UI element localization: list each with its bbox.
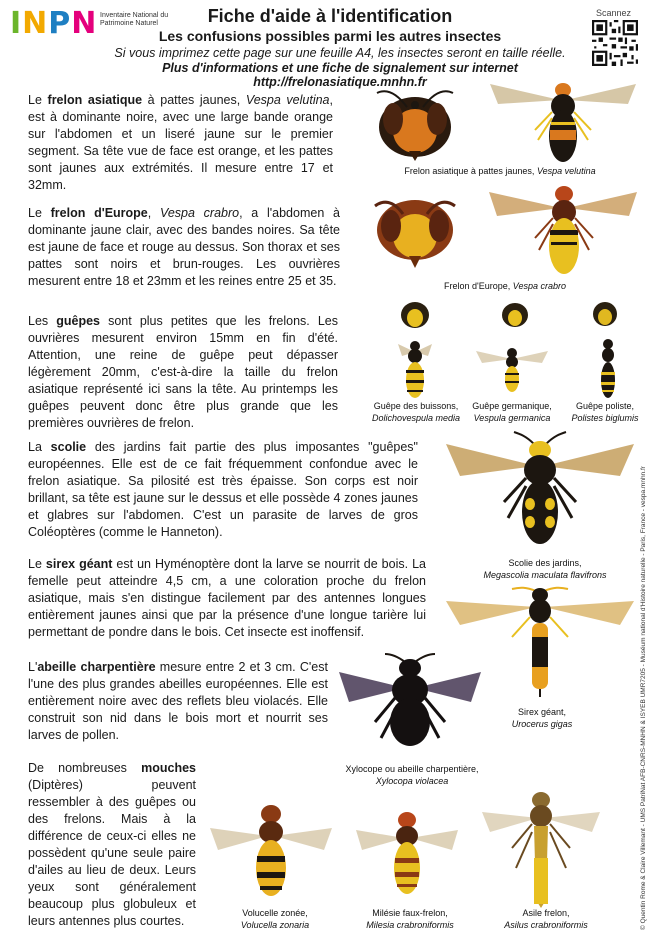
species-name: guêpes [56,314,101,328]
copyright-credit: © Quentin Rome & Claire Villemant - UMS PatriNat AFB-CNRS-MNHN & ISYEB UMR7205 - Muséum national d'Histoire naturelle - Paris, France - vespa.mnhn.fr [640,466,647,930]
text: des jardins fait partie des plus imposantes "guêpes" européennes. Elle est de ce fait fréquemment confondue avec le frelon asiatique. Sa pilosité est très épaisse. Son corps est noir brillant, sa tête est jaune sur le dessus et elle possède 4 zones jaunes et glabres sur l'abdomen. C'est un parasite de larves de gros Coléoptères (comme le Hanneton). [28,440,418,539]
text: Le [28,93,48,107]
caption-latin: Vespula germanica [473,413,551,423]
caption-xylocope [332,763,492,787]
logo-letter: N [22,6,49,41]
caption-text: Xylocope ou abeille charpentière, [345,764,479,774]
logo-subtitle: Inventaire National du Patrimoine Naturel [100,12,169,27]
caption-latin: Vespa velutina [536,166,596,176]
caption-latin: Volucella zonaria [240,920,310,930]
caption-text: Scolie des jardins, [508,558,582,568]
caption-latin: Xylocopa violacea [375,776,449,786]
caption-latin: Vespa crabro [512,281,566,291]
logo-letter: N [71,6,98,41]
dolichovespula-photo [394,338,436,400]
caption-latin: Megascolia maculata flavifrons [483,570,607,580]
text: L' [28,660,38,674]
text: Les [28,314,57,328]
paragraph-guepes [28,313,338,432]
text: De nombreuses [28,761,142,775]
caption-guepe-poliste [560,400,650,424]
text: Le [28,557,46,571]
caption-sirex [492,706,592,730]
wasp-face-photo-1 [396,298,434,332]
caption-guepe-buissons [366,400,466,424]
text: La [28,440,51,454]
caption-guepe-germanique [462,400,562,424]
caption-text: Guêpe poliste, [575,401,635,411]
caption-milesia [350,907,470,931]
milesia-photo [352,808,462,903]
paragraph-frelon-europe [28,205,340,290]
text: mesure entre 2 et 3 cm. C'est l'une des plus grandes abeilles européennes. Elle est entièrement noire avec des reflets bleu violacés. Elle construit son nid dans le bois mort et nourrit ses larves de pollen. [28,660,328,742]
asian-hornet-photo [480,78,645,166]
caption-scolie [450,557,640,581]
caption-frelon-europe [395,280,615,292]
logo-letter: I [10,6,23,41]
caption-text: Volucelle zonée, [242,908,308,918]
qr-code-icon[interactable] [592,20,638,66]
caption-text: Frelon asiatique à pattes jaunes, [404,166,537,176]
asilus-photo [476,788,606,910]
caption-latin: Asilus crabroniformis [504,920,588,930]
species-name: mouches [141,761,196,775]
european-hornet-photo [483,180,643,280]
scan-label: Scannez [596,8,632,18]
caption-latin: Milesia crabroniformis [366,920,454,930]
caption-text: Guêpe des buissons, [373,401,459,411]
caption-text: Asile frelon, [522,908,570,918]
caption-latin: Polistes biglumis [571,413,639,423]
polistes-photo [590,336,626,402]
info-note: Plus d'informations et une fiche de signalement sur internet http://frelonasiatique.mnhn.fr [162,61,518,89]
paragraph-scolie [28,439,418,541]
xylocope-photo [335,652,485,752]
wasp-face-photo-2 [496,298,534,332]
paragraph-frelon-asiatique [28,92,333,194]
scolie-photo [440,430,640,548]
text: , [147,206,160,220]
species-name: scolie [50,440,87,454]
caption-text: Guêpe germanique, [472,401,552,411]
inpn-logo [10,6,169,46]
species-name: frelon d'Europe [50,206,148,220]
text: , a l'abdomen à dominante jaune clair, avec des bandes noires. Sa tête est jaune de face et rouge au dessus. Son thorax et ses pattes sont noirs et brun-rouges. Les ouvrières mesurent entre 18 et 23mm et les reines entre 25 et 35. [28,206,340,288]
asian-hornet-face-photo [365,85,465,163]
text: est un Hyménoptère dont la larve se nourrit de bois. La femelle peut atteindre 4,5 cm, a une coloration proche du frelon asiatique, mais s'en distingue facilement par des antennes longues entièrement jaunes ainsi que par la présence d'une longue tarière lui permettant de pondre dans le bois. Cet insecte est inoffensif. [28,557,426,639]
text: (Diptères) peuvent ressembler à des guêpes ou des frelons. Mais à la différence de ceux-ci elles ne possèdent qu'une seule paire d'ailes au lieu de deux. Leurs yeux sont généralement beaucoup plus globuleux et leurs antennes plus courtes. [28,778,196,928]
page-title: Fiche d'aide à l'identification [207,6,453,26]
species-name: abeille charpentière [37,660,156,674]
caption-asilus [486,907,606,931]
european-hornet-face-photo [363,190,468,272]
paragraph-mouches [28,760,196,930]
caption-volucelle [220,907,330,931]
text: Le [28,206,51,220]
text: sont plus petites que les frelons. Les ouvrières mesurent environ 15mm en fin d'été. Attention, une reine de guêpe peut dépasser légèrement 20mm, c'est-à-dire la taille du frelon asiatique représenté ici sans la tête. Au printemps les guêpes peuvent donc être plus grande que les premières ouvrières de frelon. [28,314,338,430]
text: , est à dominante noire, avec une large bande orange sur l'abdomen et un liseré jaune sur le premier segment. Sa tête vue de face est orange, et les pattes sont jaunes aux extrémités. Il mesure entre 17 et 32mm. [28,93,333,192]
latin-name: Vespa velutina [245,93,330,107]
paragraph-sirex [28,556,426,641]
latin-name: Vespa crabro [159,206,240,220]
page-subtitle: Les confusions possibles parmi les autres insectes [158,28,502,44]
volucelle-photo [206,800,336,908]
caption-frelon-asiatique [380,165,620,177]
print-note: Si vous imprimez cette page sur une feuille A4, les insectes seront en taille réelle. [114,46,566,60]
caption-latin: Urocerus gigas [511,719,573,729]
logo-letters [10,6,97,42]
vespula-photo [472,345,552,393]
species-name: frelon asiatique [47,93,143,107]
caption-text: Frelon d'Europe, [444,281,513,291]
wasp-face-photo-3 [588,298,622,330]
caption-latin: Dolichovespula media [371,413,461,423]
caption-text: Milésie faux-frelon, [372,908,448,918]
paragraph-abeille [28,659,328,744]
logo-letter: P [48,6,72,41]
species-name: sirex géant [45,557,113,571]
text: à pattes jaunes, [142,93,246,107]
caption-text: Sirex géant, [517,707,567,717]
